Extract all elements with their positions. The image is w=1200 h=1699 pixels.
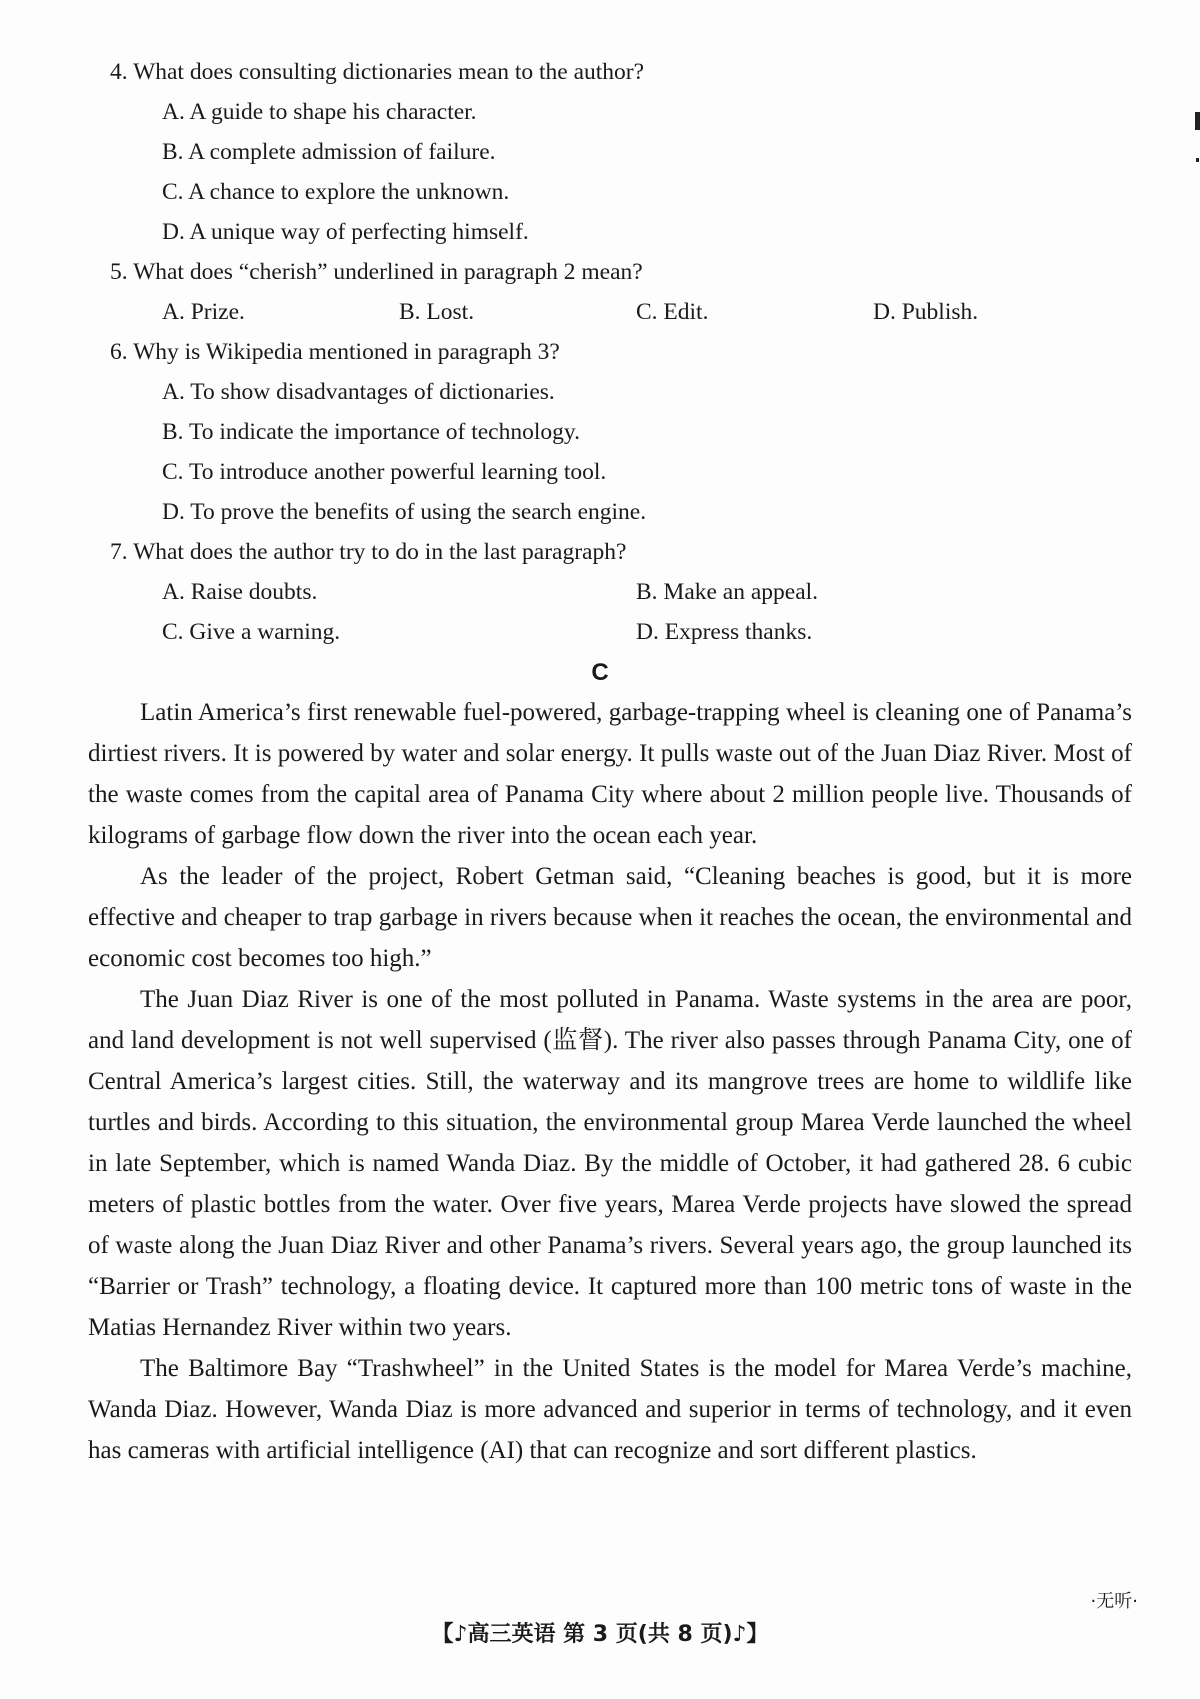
- option-b: B. To indicate the importance of technology.: [162, 419, 580, 445]
- question-list: [110, 52, 1110, 652]
- question-7: [110, 532, 1110, 652]
- section-title: C: [591, 659, 609, 686]
- option-c: C. To introduce another powerful learning tool.: [162, 459, 607, 485]
- option-a: A. To show disadvantages of dictionaries.: [162, 379, 555, 405]
- option-row: [110, 292, 1110, 332]
- question-4: [110, 52, 1110, 252]
- question-stem: 6. Why is Wikipedia mentioned in paragraph 3?: [110, 339, 560, 365]
- passage-paragraph: As the leader of the project, Robert Getman said, “Cleaning beaches is good, but it is more effective and cheaper to trap garbage in rivers because when it reaches the ocean, the environmental and economic cost becomes too high.”: [88, 863, 1132, 972]
- option-c: C. A chance to explore the unknown.: [162, 179, 510, 205]
- page-footer: 【♪高三英语 第 3 页(共 8 页)♪】: [431, 1622, 769, 1647]
- option-d: D. A unique way of perfecting himself.: [162, 219, 529, 245]
- option-d: D. To prove the benefits of using the search engine.: [162, 499, 647, 525]
- option-d: D. Publish.: [873, 299, 979, 325]
- option-a: A. Raise doubts.: [162, 579, 318, 605]
- footer-tag: ·无听·: [1090, 1591, 1138, 1612]
- option-b: B. Make an appeal.: [636, 579, 819, 605]
- option-b: B. Lost.: [399, 299, 475, 325]
- question-5: [110, 252, 1110, 332]
- option-c: C. Edit.: [636, 299, 709, 325]
- passage-paragraph: The Juan Diaz River is one of the most polluted in Panama. Waste systems in the area are poor, and land development is not well supervised (监督). The river also passes through Panama City, one of Central America’s largest cities. Still, the waterway and its mangrove trees are home to wildlife like turtles and birds. According to this situation, the environmental group Marea Verde launched the wheel in late September, which is named Wanda Diaz. By the middle of October, it had gathered 28. 6 cubic meters of plastic bottles from the water. Over five years, Marea Verde projects have slowed the spread of waste along the Juan Diaz River and other Panama’s rivers. Several years ago, the group launched its “Barrier or Trash” technology, a floating device. It captured more than 100 metric tons of waste in the Matias Hernandez River within two years.: [88, 986, 1132, 1341]
- question-stem: 7. What does the author try to do in the last paragraph?: [110, 539, 627, 565]
- page-edge-mark: [1195, 112, 1200, 130]
- question-stem: 5. What does “cherish” underlined in paragraph 2 mean?: [110, 259, 643, 285]
- question-6: [110, 332, 1110, 532]
- option-c: C. Give a warning.: [162, 619, 341, 645]
- question-stem: 4. What does consulting dictionaries mean to the author?: [110, 59, 645, 85]
- option-d: D. Express thanks.: [636, 619, 813, 645]
- option-row: [110, 612, 1110, 652]
- page-edge-dot: [1196, 158, 1199, 162]
- reading-passage: [88, 692, 1132, 1471]
- passage-paragraph: Latin America’s first renewable fuel-powered, garbage-trapping wheel is cleaning one of Panama’s dirtiest rivers. It is powered by water and solar energy. It pulls waste out of the Juan Diaz River. Most of the waste comes from the capital area of Panama City where about 2 million people live. Thousands of kilograms of garbage flow down the river into the ocean each year.: [88, 699, 1132, 849]
- option-a: A. Prize.: [162, 299, 245, 325]
- option-a: A. A guide to shape his character.: [162, 99, 477, 125]
- option-b: B. A complete admission of failure.: [162, 139, 496, 165]
- option-row: [110, 572, 1110, 612]
- passage-paragraph: The Baltimore Bay “Trashwheel” in the United States is the model for Marea Verde’s machine, Wanda Diaz. However, Wanda Diaz is more advanced and superior in terms of technology, and it even has cameras with artificial intelligence (AI) that can recognize and sort different plastics.: [88, 1355, 1132, 1464]
